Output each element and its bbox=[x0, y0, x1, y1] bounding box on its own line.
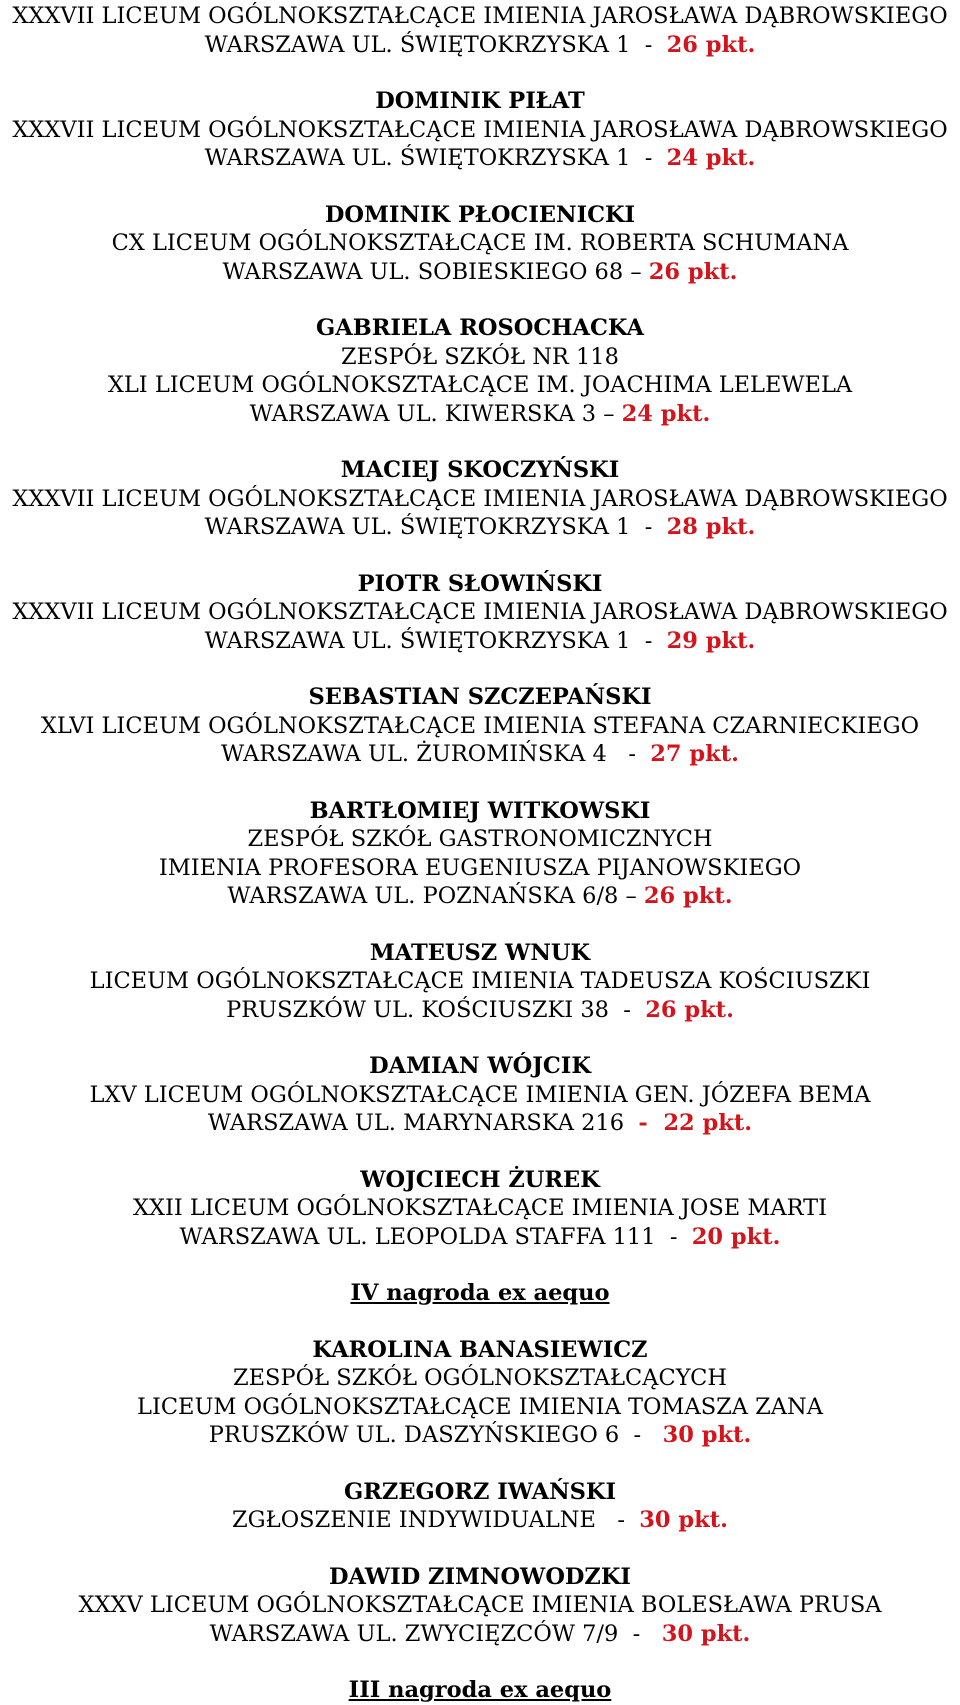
points-score: 27 pkt. bbox=[650, 741, 739, 767]
points-score: 26 pkt. bbox=[643, 883, 733, 909]
points-score: 29 pkt. bbox=[666, 627, 756, 654]
line-text: XLVI LICEUM OGÓLNOKSZTAŁCĄCE IMIENIA STEFANA CZARNIECKIEGO bbox=[40, 712, 920, 739]
participant-entry bbox=[0, 2, 960, 59]
line-text: XXII LICEUM OGÓLNOKSZTAŁCĄCE IMIENIA JOSE MARTI bbox=[132, 1195, 828, 1221]
line-text: WARSZAWA UL. ŚWIĘTOKRZYSKA 1 - bbox=[204, 31, 667, 58]
line-text: WARSZAWA UL. SOBIESKIEGO 68 – bbox=[222, 258, 649, 285]
participant-entry bbox=[0, 1478, 960, 1535]
participant-entry bbox=[0, 683, 960, 769]
line-text: WARSZAWA UL. KIWERSKA 3 – bbox=[249, 400, 622, 427]
participant-name: MATEUSZ WNUK bbox=[369, 939, 591, 966]
line-text: WARSZAWA UL. ŻUROMIŃSKA 4 - bbox=[221, 741, 651, 767]
points-score: 26 pkt. bbox=[645, 996, 734, 1023]
line-text: LICEUM OGÓLNOKSZTAŁCĄCE IMIENIA TADEUSZA KOŚCIUSZKI bbox=[89, 968, 871, 994]
points-score: 24 pkt. bbox=[621, 400, 711, 427]
line-text: PRUSZKÓW UL. KOŚCIUSZKI 38 - bbox=[226, 996, 646, 1023]
school-line bbox=[0, 229, 960, 258]
participant-name: KAROLINA BANASIEWICZ bbox=[312, 1336, 648, 1363]
line-text: ZGŁOSZENIE INDYWIDUALNE - bbox=[232, 1507, 640, 1533]
line-text: PRUSZKÓW UL. DASZYŃSKIEGO 6 - bbox=[208, 1422, 663, 1448]
line-text: XXXVII LICEUM OGÓLNOKSZTAŁCĄCE IMIENIA JAROSŁAWA DĄBROWSKIEGO bbox=[12, 116, 948, 143]
participant-entry bbox=[0, 456, 960, 542]
points-score: - 22 pkt. bbox=[638, 1110, 753, 1136]
points-score: 24 pkt. bbox=[666, 145, 756, 171]
award-heading: III nagroda ex aequo bbox=[348, 1677, 612, 1703]
points-score: 26 pkt. bbox=[648, 258, 738, 285]
line-text: WARSZAWA UL. POZNAŃSKA 6/8 – bbox=[227, 883, 644, 909]
school-line bbox=[0, 967, 960, 996]
participant-name: WOJCIECH ŻUREK bbox=[360, 1166, 600, 1193]
school-line bbox=[0, 371, 960, 400]
school-line bbox=[0, 1081, 960, 1110]
participant-name: DOMINIK PŁOCIENICKI bbox=[324, 201, 636, 228]
line-text: WARSZAWA UL. ŚWIĘTOKRZYSKA 1 - bbox=[204, 514, 667, 540]
participant-name: PIOTR SŁOWIŃSKI bbox=[357, 570, 603, 597]
participant-name: DAMIAN WÓJCIK bbox=[369, 1053, 591, 1079]
points-score: 30 pkt. bbox=[661, 1620, 751, 1647]
participant-name: MACIEJ SKOCZYŃSKI bbox=[340, 457, 620, 483]
line-text: WARSZAWA UL. MARYNARSKA 216 bbox=[207, 1110, 639, 1136]
points-score: 20 pkt. bbox=[691, 1223, 781, 1250]
line-text: IMIENIA PROFESORA EUGENIUSZA PIJANOWSKIEGO bbox=[158, 854, 802, 881]
points-score: 26 pkt. bbox=[666, 31, 756, 58]
participant-entry bbox=[0, 570, 960, 656]
school-line bbox=[0, 1364, 960, 1393]
line-text: ZESPÓŁ SZKÓŁ GASTRONOMICZNYCH bbox=[247, 826, 713, 852]
participant-name: BARTŁOMIEJ WITKOWSKI bbox=[309, 797, 651, 824]
line-text: ZESPÓŁ SZKÓŁ OGÓLNOKSZTAŁCĄCYCH bbox=[232, 1365, 727, 1391]
school-address-line bbox=[0, 882, 960, 911]
line-text: WARSZAWA UL. ŚWIĘTOKRZYSKA 1 - bbox=[204, 145, 667, 171]
participant-name: SEBASTIAN SZCZEPAŃSKI bbox=[308, 684, 652, 710]
school-line bbox=[0, 343, 960, 372]
participant-entry bbox=[0, 1166, 960, 1252]
school-line bbox=[0, 2, 960, 31]
award-heading: IV nagroda ex aequo bbox=[350, 1280, 610, 1306]
school-address-line bbox=[0, 258, 960, 287]
school-line bbox=[0, 712, 960, 741]
school-line bbox=[0, 485, 960, 514]
line-text: ZESPÓŁ SZKÓŁ NR 118 bbox=[341, 343, 619, 370]
line-text: XLI LICEUM OGÓLNOKSZTAŁCĄCE IM. JOACHIMA LELEWELA bbox=[107, 372, 853, 398]
participant-entry bbox=[0, 87, 960, 173]
school-line bbox=[0, 825, 960, 854]
participant-entry bbox=[0, 939, 960, 1025]
school-address-line bbox=[0, 31, 960, 60]
line-text: XXXVII LICEUM OGÓLNOKSZTAŁCĄCE IMIENIA JAROSŁAWA DĄBROWSKIEGO bbox=[12, 3, 948, 29]
points-score: 30 pkt. bbox=[639, 1507, 728, 1533]
school-address-line bbox=[0, 996, 960, 1025]
participant-entry bbox=[0, 1052, 960, 1138]
participant-name: DAWID ZIMNOWODZKI bbox=[329, 1563, 631, 1590]
participant-name: GRZEGORZ IWAŃSKI bbox=[344, 1478, 616, 1505]
school-address-line bbox=[0, 1421, 960, 1450]
line-text: XXXVII LICEUM OGÓLNOKSZTAŁCĄCE IMIENIA JAROSŁAWA DĄBROWSKIEGO bbox=[12, 485, 948, 512]
line-text: XXXVII LICEUM OGÓLNOKSZTAŁCĄCE IMIENIA JAROSŁAWA DĄBROWSKIEGO bbox=[12, 599, 948, 625]
school-line bbox=[0, 1591, 960, 1620]
participant-entry bbox=[0, 314, 960, 428]
school-line bbox=[0, 1393, 960, 1422]
school-address-line bbox=[0, 513, 960, 542]
participant-entry bbox=[0, 1563, 960, 1649]
school-line bbox=[0, 854, 960, 883]
line-text: WARSZAWA UL. ŚWIĘTOKRZYSKA 1 - bbox=[204, 627, 667, 654]
school-address-line bbox=[0, 1620, 960, 1649]
points-score: 30 pkt. bbox=[662, 1422, 752, 1448]
line-text: WARSZAWA UL. ZWYCIĘZCÓW 7/9 - bbox=[209, 1620, 662, 1647]
participant-entry bbox=[0, 201, 960, 287]
school-address-line bbox=[0, 1223, 960, 1252]
line-text: CX LICEUM OGÓLNOKSZTAŁCĄCE IM. ROBERTA SCHUMANA bbox=[111, 230, 849, 256]
line-text: LICEUM OGÓLNOKSZTAŁCĄCE IMIENIA TOMASZA ZANA bbox=[137, 1393, 823, 1420]
participant-entry bbox=[0, 797, 960, 911]
school-address-line bbox=[0, 1506, 960, 1535]
school-address-line bbox=[0, 400, 960, 429]
line-text: WARSZAWA UL. LEOPOLDA STAFFA 111 - bbox=[179, 1223, 692, 1250]
school-address-line bbox=[0, 144, 960, 173]
participant-name: GABRIELA ROSOCHACKA bbox=[316, 315, 644, 341]
school-line bbox=[0, 116, 960, 145]
school-address-line bbox=[0, 627, 960, 656]
line-text: XXXV LICEUM OGÓLNOKSZTAŁCĄCE IMIENIA BOLESŁAWA PRUSA bbox=[78, 1592, 882, 1618]
participant-entry bbox=[0, 1336, 960, 1450]
participant-name: DOMINIK PIŁAT bbox=[375, 88, 585, 114]
line-text: LXV LICEUM OGÓLNOKSZTAŁCĄCE IMIENIA GEN. JÓZEFA BEMA bbox=[89, 1081, 871, 1108]
school-address-line bbox=[0, 740, 960, 769]
school-line bbox=[0, 598, 960, 627]
school-line bbox=[0, 1194, 960, 1223]
points-score: 28 pkt. bbox=[666, 514, 756, 540]
school-address-line bbox=[0, 1109, 960, 1138]
